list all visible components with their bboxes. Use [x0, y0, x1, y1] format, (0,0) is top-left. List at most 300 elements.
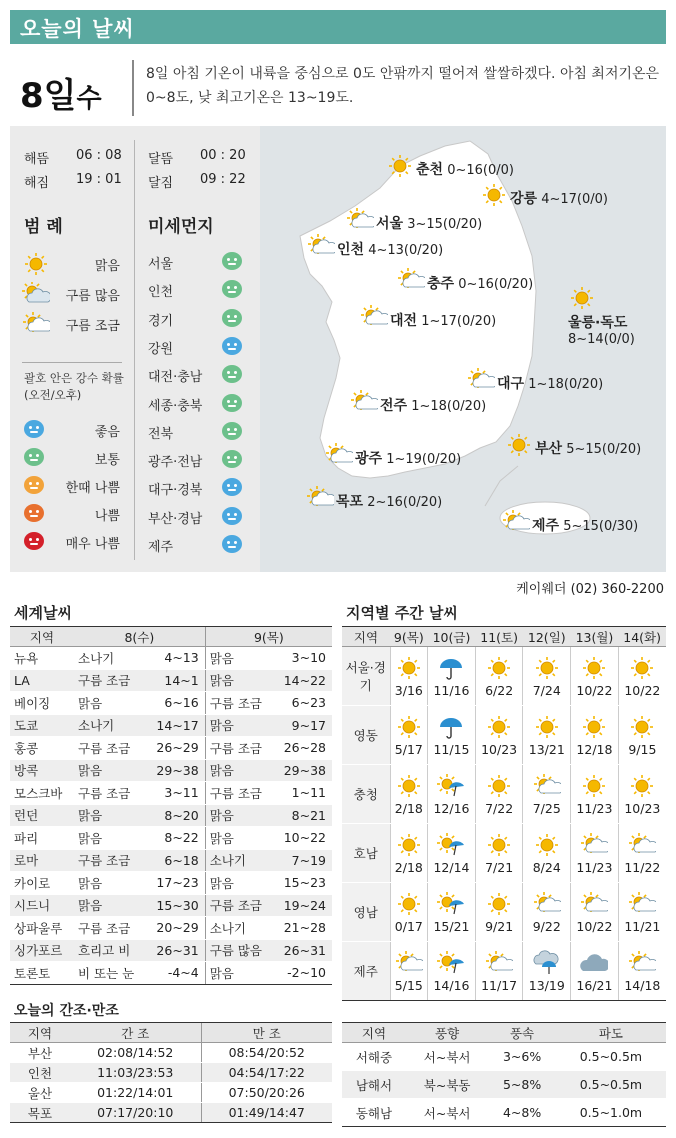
weekly-temp: 12/14: [433, 859, 470, 875]
city-temp: 3~15: [407, 217, 443, 232]
sunrise-label: 해뜸: [24, 152, 50, 167]
table-cell: 울산: [10, 1083, 70, 1103]
region-label: 서울·경기: [342, 647, 390, 706]
table-cell: 8~21: [273, 804, 332, 827]
weekly-cell: [475, 883, 523, 942]
city-temp: 2~16: [367, 495, 403, 510]
umbrella-icon: [437, 655, 465, 681]
city-rain-prob: (0/0): [603, 332, 635, 347]
city-temp: 1~18: [411, 399, 447, 414]
weekly-temp: 6/22: [485, 682, 514, 698]
sun-icon: [533, 655, 561, 681]
region-label: 부산·경남: [148, 511, 203, 527]
weekly-cell: [618, 765, 666, 824]
city-text: [427, 273, 533, 293]
table-cell: 맑음: [74, 827, 146, 850]
table-cell: 홍콩: [10, 737, 74, 760]
date-display: [20, 68, 102, 117]
table-cell: 맑음: [205, 962, 273, 985]
region-label: 충청: [342, 765, 390, 824]
table-row: [10, 737, 332, 760]
table-cell: 맑음: [205, 714, 273, 737]
legend-title: 범 례: [24, 217, 63, 237]
city-rain-prob: (0/20): [601, 442, 642, 457]
table-cell: 9~17: [273, 714, 332, 737]
partly-cloudy-icon: [467, 368, 495, 392]
table-cell: 비 또는 눈: [74, 962, 146, 985]
sun-icon: [580, 655, 608, 681]
weekly-temp: 10/22: [576, 918, 613, 934]
table-cell: 3~10: [273, 647, 332, 670]
column-header: 11(토): [475, 627, 523, 647]
face-icon: [222, 394, 242, 412]
table-cell: 07:17/20:10: [70, 1103, 201, 1123]
sun-icon: [628, 655, 656, 681]
table-cell: 맑음: [74, 804, 146, 827]
face-icon: [24, 476, 44, 494]
partly-cloudy-icon: [628, 832, 656, 858]
table-row: [10, 1043, 332, 1063]
table-row: [342, 647, 666, 706]
face-icon: [24, 420, 44, 438]
fine-dust-title: 미세먼지: [148, 217, 214, 237]
weekly-temp: 11/15: [433, 741, 470, 757]
column-header: 9(목): [205, 627, 332, 647]
table-cell: 맑음: [205, 872, 273, 895]
city-text: [535, 438, 641, 458]
sun-icon: [386, 154, 414, 178]
weekly-temp: 11/22: [624, 859, 661, 875]
legend-item: [22, 252, 122, 274]
sun-icon: [395, 832, 423, 858]
region-label: 광주·전남: [148, 455, 203, 471]
table-row: [10, 1083, 332, 1103]
sunset-time: 19 : 01: [76, 172, 122, 187]
partly-cloudy-icon: [350, 390, 378, 414]
partly-cloudy-icon: [533, 891, 561, 917]
city-rain-prob: (0/20): [493, 277, 534, 292]
air-quality-legend-item: [22, 446, 122, 468]
weekly-cell: [390, 942, 428, 1001]
table-cell: 8~22: [146, 827, 205, 850]
table-cell: 7~19: [273, 849, 332, 872]
city-rain-prob: (0/20): [403, 243, 444, 258]
table-cell: 26~29: [146, 737, 205, 760]
region-label: 세종·충북: [148, 398, 203, 414]
weekly-temp: 2/18: [394, 800, 423, 816]
weekly-cell: [523, 765, 571, 824]
table-cell: 시드니: [10, 894, 74, 917]
city-text: [390, 310, 496, 330]
table-cell: 부산: [10, 1043, 70, 1063]
air-quality-label: 보통: [94, 453, 120, 468]
weekly-cell: [390, 706, 428, 765]
column-header: 8(수): [74, 627, 205, 647]
weekly-temp: 12/18: [576, 741, 613, 757]
column-header: 풍속: [488, 1023, 556, 1043]
table-cell: 소나기: [74, 647, 146, 670]
table-row: [342, 706, 666, 765]
table-cell: 싱가포르: [10, 939, 74, 962]
sun-icon: [533, 714, 561, 740]
sun-icon: [395, 891, 423, 917]
table-row: [10, 917, 332, 940]
weekly-cell: [571, 706, 619, 765]
weekly-temp: 9/22: [532, 918, 561, 934]
table-cell: 서~북서: [406, 1043, 488, 1071]
face-icon: [222, 365, 242, 383]
table-cell: 목포: [10, 1103, 70, 1123]
table-cell: 맑음: [205, 647, 273, 670]
face-icon: [24, 504, 44, 522]
table-row: [10, 939, 332, 962]
table-row: [342, 765, 666, 824]
sun-icon: [485, 891, 513, 917]
weekly-cell: [571, 647, 619, 706]
weekly-temp: 13/21: [528, 741, 565, 757]
weekly-cell: [571, 883, 619, 942]
weekly-temp: 9/21: [485, 918, 514, 934]
table-cell: 04:54/17:22: [201, 1063, 332, 1083]
table-cell: 6~23: [273, 692, 332, 715]
fine-dust-row: [148, 476, 248, 498]
sun-icon: [485, 714, 513, 740]
city-name: 대구: [497, 376, 525, 392]
fine-dust-row: [148, 420, 248, 442]
city-text: [510, 188, 608, 208]
sun-icon: [395, 655, 423, 681]
world-weather-title: 세계날씨: [14, 604, 72, 622]
table-row: [10, 894, 332, 917]
weekly-temp: 7/25: [532, 800, 561, 816]
table-cell: 런던: [10, 804, 74, 827]
weekly-weather-title: 지역별 주간 날씨: [346, 604, 458, 622]
sun-icon: [628, 714, 656, 740]
weekly-cell: [475, 647, 523, 706]
weekly-temp: 8/24: [532, 859, 561, 875]
city-temp: 4~13: [368, 243, 404, 258]
weekly-cell: [523, 942, 571, 1001]
table-row: [10, 782, 332, 805]
city-temp: 1~18: [528, 377, 564, 392]
legend-item: [22, 312, 122, 334]
fine-dust-row: [148, 278, 248, 300]
column-header: 14(화): [618, 627, 666, 647]
region-label: 전북: [148, 426, 174, 442]
table-row: [342, 1099, 666, 1127]
rain-prob-note: 괄호 안은 강수 확률 (오전/오후): [24, 371, 124, 402]
weekly-cell: [475, 824, 523, 883]
city-temp: 0~16: [447, 163, 483, 178]
weekly-temp: 13/19: [528, 977, 565, 993]
region-label: 영동: [342, 706, 390, 765]
table-cell: 서해중: [342, 1043, 406, 1071]
table-cell: 구름 조금: [74, 849, 146, 872]
table-cell: 맑음: [74, 759, 146, 782]
weekly-temp: 12/16: [433, 800, 470, 816]
air-quality-legend-item: [22, 418, 122, 440]
city-text: [337, 239, 443, 259]
weekly-cell: [523, 706, 571, 765]
air-quality-legend-item: [22, 502, 122, 524]
legend-label: 맑음: [94, 259, 120, 274]
table-cell: 01:22/14:01: [70, 1083, 201, 1103]
air-quality-label: 나쁨: [94, 509, 120, 524]
weekly-cell: [428, 942, 476, 1001]
table-cell: 5~8%: [488, 1071, 556, 1099]
legend-label: 구름 조금: [65, 319, 120, 334]
weekly-cell: [390, 647, 428, 706]
city-rain-prob: (0/20): [563, 377, 604, 392]
city-rain-prob: (0/20): [421, 452, 462, 467]
weekly-temp: 11/17: [481, 977, 518, 993]
city-name: 부산: [535, 441, 563, 457]
legend-label: 구름 많음: [65, 289, 120, 304]
table-cell: 상파울루: [10, 917, 74, 940]
fine-dust-row: [148, 505, 248, 527]
table-row: [10, 872, 332, 895]
page-title: 오늘의 날씨: [20, 17, 135, 41]
partly-cloudy-icon: [325, 443, 353, 467]
sun-icon: [395, 773, 423, 799]
table-cell: 19~24: [273, 894, 332, 917]
city-name: 충주: [427, 276, 455, 292]
city-rain-prob: (0/20): [442, 217, 483, 232]
city-text: [355, 448, 461, 468]
city-temp: 1~17: [421, 314, 457, 329]
table-cell: 21~28: [273, 917, 332, 940]
weekly-cell: [523, 824, 571, 883]
sun-umbrella-icon: [437, 891, 465, 917]
table-cell: 모스크바: [10, 782, 74, 805]
table-cell: 26~31: [273, 939, 332, 962]
table-cell: 맑음: [205, 827, 273, 850]
weekly-temp: 11/23: [576, 859, 613, 875]
table-cell: 14~17: [146, 714, 205, 737]
weekly-temp: 14/16: [433, 977, 470, 993]
weekly-cell: [428, 824, 476, 883]
table-cell: 구름 조금: [205, 692, 273, 715]
city-rain-prob: (0/0): [576, 192, 608, 207]
sun-icon: [568, 286, 596, 310]
credit-text: 케이웨더 (02) 360-2200: [516, 582, 664, 597]
column-header: 13(월): [571, 627, 619, 647]
table-cell: 카이로: [10, 872, 74, 895]
table-cell: 1~11: [273, 782, 332, 805]
table-cell: 방콕: [10, 759, 74, 782]
region-label: 강원: [148, 341, 174, 357]
weekly-temp: 16/21: [576, 977, 613, 993]
column-header: 9(목): [390, 627, 428, 647]
weekly-temp: 3/16: [394, 682, 423, 698]
page-header: [10, 10, 666, 44]
weekly-cell: [618, 647, 666, 706]
sun-icon: [485, 832, 513, 858]
weekly-temp: 7/21: [485, 859, 514, 875]
table-cell: 15~23: [273, 872, 332, 895]
partly-cloudy-icon: [580, 832, 608, 858]
fine-dust-row: [148, 392, 248, 414]
table-cell: 20~29: [146, 917, 205, 940]
moonrise-time: 00 : 20: [200, 148, 246, 163]
fine-dust-row: [148, 335, 248, 357]
table-cell: 29~38: [146, 759, 205, 782]
weekly-cell: [475, 942, 523, 1001]
legend-item: [22, 282, 122, 304]
city-temp: 1~19: [386, 452, 422, 467]
table-cell: 도쿄: [10, 714, 74, 737]
fine-dust-row: [148, 448, 248, 470]
table-cell: 구름 조금: [74, 782, 146, 805]
column-header: 지역: [10, 1023, 70, 1043]
table-row: [342, 824, 666, 883]
moonset-time: 09 : 22: [200, 172, 246, 187]
weekly-cell: [571, 942, 619, 1001]
table-row: [10, 647, 332, 670]
sun-icon: [580, 714, 608, 740]
weekly-temp: 11/21: [624, 918, 661, 934]
table-cell: 3~11: [146, 782, 205, 805]
city-name: 춘천: [416, 162, 444, 178]
weekly-cell: [428, 706, 476, 765]
table-cell: 11:03/23:53: [70, 1063, 201, 1083]
face-icon: [222, 507, 242, 525]
region-label: 대전·충남: [148, 370, 203, 386]
sun-icon: [485, 655, 513, 681]
column-header: 지역: [342, 1023, 406, 1043]
table-cell: 맑음: [205, 669, 273, 692]
sun-umbrella-icon: [437, 950, 465, 976]
air-quality-legend-item: [22, 474, 122, 496]
city-temp: 5~15: [566, 442, 602, 457]
face-icon: [222, 337, 242, 355]
weekly-cell: [523, 647, 571, 706]
partly-cloudy-icon: [485, 950, 513, 976]
region-label: 제주: [148, 540, 174, 555]
table-row: [10, 692, 332, 715]
table-row: [10, 759, 332, 782]
umbrella-icon: [437, 714, 465, 740]
city-text: [380, 395, 486, 415]
region-label: 대구·경북: [148, 483, 203, 499]
table-cell: 구름 조금: [205, 737, 273, 760]
table-cell: 8~20: [146, 804, 205, 827]
column-header: 풍향: [406, 1023, 488, 1043]
partly-cloudy-icon: [395, 950, 423, 976]
weekly-cell: [390, 883, 428, 942]
air-quality-label: 매우 나쁨: [65, 537, 120, 552]
air-quality-label: 좋음: [94, 425, 120, 440]
weekly-cell: [618, 824, 666, 883]
sun-icon: [580, 773, 608, 799]
face-icon: [222, 422, 242, 440]
face-icon: [222, 252, 242, 270]
face-icon: [222, 280, 242, 298]
city-temp: 4~17: [541, 192, 577, 207]
city-temp-line: [568, 332, 635, 347]
sunrise-time: 06 : 08: [76, 148, 122, 163]
table-cell: 맑음: [74, 894, 146, 917]
table-row: [10, 804, 332, 827]
weekly-cell: [390, 765, 428, 824]
sea-conditions-table: [342, 1022, 666, 1127]
region-label: 호남: [342, 824, 390, 883]
column-header: 지역: [10, 627, 74, 647]
table-cell: 구름 조금: [74, 737, 146, 760]
region-label: 경기: [148, 313, 174, 329]
table-row: [10, 827, 332, 850]
table-cell: 맑음: [205, 759, 273, 782]
partly-cloudy-icon: [346, 208, 374, 232]
table-cell: 맑음: [205, 804, 273, 827]
city-rain-prob: (0/20): [402, 495, 443, 510]
city-rain-prob: (0/20): [446, 399, 487, 414]
sun-icon: [22, 252, 50, 274]
weekly-temp: 9/15: [628, 741, 657, 757]
table-row: [342, 1043, 666, 1071]
city-text: [532, 515, 638, 535]
weekly-temp: 7/24: [532, 682, 561, 698]
cloud-icon: [580, 950, 608, 976]
city-text: [497, 373, 603, 393]
face-icon: [24, 448, 44, 466]
weekly-temp: 10/22: [576, 682, 613, 698]
table-cell: 08:54/20:52: [201, 1043, 332, 1063]
table-cell: 26~28: [273, 737, 332, 760]
date-weekday: 수: [76, 84, 102, 114]
face-icon: [222, 478, 242, 496]
table-cell: 북~북동: [406, 1071, 488, 1099]
partly-cloudy-icon: [360, 305, 388, 329]
cloudy-icon: [22, 282, 50, 304]
sun-icon: [505, 433, 533, 457]
table-cell: 동해남: [342, 1099, 406, 1127]
city-text: [336, 491, 442, 511]
table-cell: 10~22: [273, 827, 332, 850]
city-name: 광주: [355, 451, 383, 467]
region-label: 서울: [148, 257, 174, 272]
sun-icon: [628, 773, 656, 799]
weather-summary: 8일 아침 기온이 내륙을 중심으로 0도 안팎까지 떨어져 쌀쌀하겠다. 아침 최저기온은 0~8도, 낮 최고기온은 13~19도.: [146, 66, 660, 106]
sun-icon: [395, 714, 423, 740]
partly-cloudy-icon: [580, 891, 608, 917]
partly-cloudy-icon: [22, 312, 50, 334]
table-cell: 구름 조금: [74, 669, 146, 692]
table-cell: 뉴욕: [10, 647, 74, 670]
weekly-cell: [428, 647, 476, 706]
table-row: [342, 942, 666, 1001]
weekly-cell: [428, 883, 476, 942]
weekly-temp: 14/18: [624, 977, 661, 993]
table-row: [10, 962, 332, 985]
table-row: [10, 1103, 332, 1123]
fine-dust-row: [148, 307, 248, 329]
sunset-label: 해짐: [24, 176, 50, 191]
weekly-temp: 5/17: [394, 741, 423, 757]
table-cell: 17~23: [146, 872, 205, 895]
city-name: 제주: [532, 518, 560, 534]
column-header: 10(금): [428, 627, 476, 647]
weekly-cell: [618, 942, 666, 1001]
table-cell: 6~18: [146, 849, 205, 872]
city-name: 인천: [337, 242, 365, 258]
weekly-temp: 11/23: [576, 800, 613, 816]
table-cell: 베이징: [10, 692, 74, 715]
column-header: 12(일): [523, 627, 571, 647]
air-quality-label: 한때 나쁨: [65, 481, 120, 496]
table-cell: 14~1: [146, 669, 205, 692]
cloud-umbrella-icon: [533, 950, 561, 976]
